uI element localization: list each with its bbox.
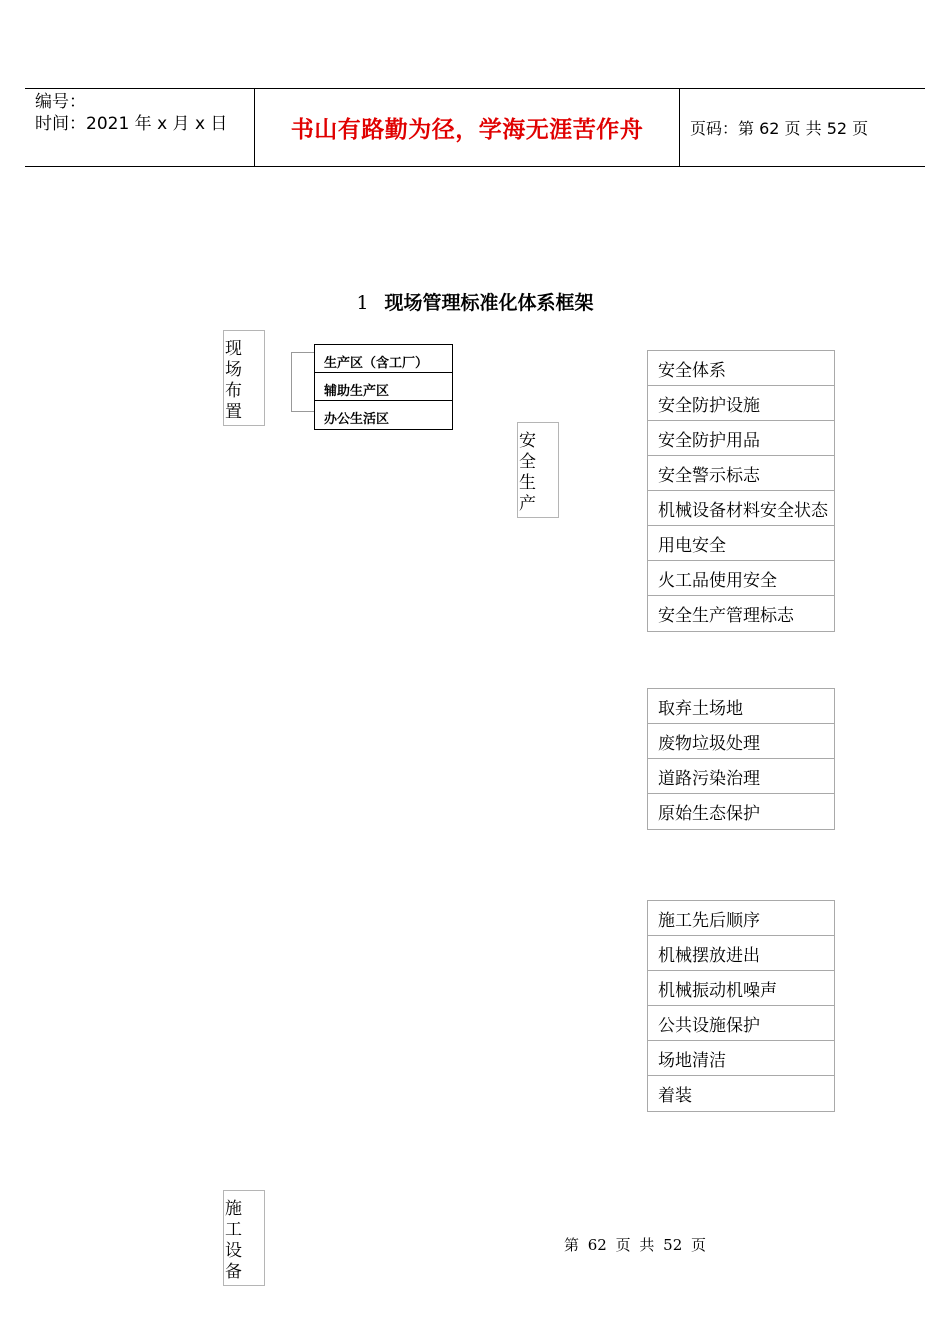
list-item: 场地清洁 [648,1041,834,1076]
header-motto-cell [255,89,680,166]
list-item: 着装 [658,1086,692,1106]
equipment-char: 备 [225,1262,242,1282]
list-item: 安全生产管理标志 [658,606,794,626]
area-item: 生产区（含工厂） [315,345,452,373]
header-page-cell [680,89,925,166]
area-item: 辅助生产区 [315,373,452,401]
site-area-list [314,344,453,430]
equipment-char: 设 [225,1241,242,1261]
page-footer: 第 62 页 共 52 页 [564,1236,707,1254]
list-item: 安全防护用品 [648,421,834,456]
list-item: 机械摆放进出 [648,936,834,971]
document-number-label: 编号： [35,92,86,112]
header-page-code: 页码：第 62 页 共 52 页 [690,119,869,138]
list-item: 取弃土场地 [648,689,834,724]
list-item: 机械振动机噪声 [648,971,834,1006]
list-item: 废物垃圾处理 [648,724,834,759]
area-bracket [291,352,314,412]
site-layout-label [223,330,265,426]
list-item: 安全体系 [648,351,834,386]
site-layout-char: 现 [225,339,242,359]
safety-char: 生 [519,473,536,493]
construction-item-list [647,900,835,1112]
header-motto: 书山有路勤为径，学海无涯苦作舟 [290,117,644,143]
list-item: 公共设施保护 [648,1006,834,1041]
safety-char: 安 [519,431,536,451]
safety-item-list [647,350,835,632]
list-item: 机械设备材料安全状态 [648,491,834,526]
safety-char: 产 [519,494,536,514]
list-item: 原始生态保护 [658,804,760,824]
safety-char: 全 [519,452,536,472]
title-text: 现场管理标准化体系框架 [384,292,594,314]
site-layout-char: 布 [225,381,242,401]
equipment-char: 施 [225,1199,242,1219]
document-header [25,88,925,167]
list-item: 施工先后顺序 [648,901,834,936]
environment-item-list [647,688,835,830]
list-item: 火工品使用安全 [648,561,834,596]
site-layout-char: 置 [225,402,242,422]
equipment-char: 工 [225,1220,242,1240]
title-number: 1 [356,292,369,314]
list-item: 用电安全 [648,526,834,561]
site-layout-char: 场 [225,360,242,380]
header-meta-cell [25,89,255,166]
page-title [0,288,950,315]
construction-equipment-label [223,1190,265,1286]
document-time-label: 时间：2021 年 x 月 x 日 [35,114,228,134]
list-item: 安全防护设施 [648,386,834,421]
safety-production-label [517,422,559,518]
list-item: 道路污染治理 [648,759,834,794]
area-item: 办公生活区 [324,412,390,427]
list-item: 安全警示标志 [648,456,834,491]
